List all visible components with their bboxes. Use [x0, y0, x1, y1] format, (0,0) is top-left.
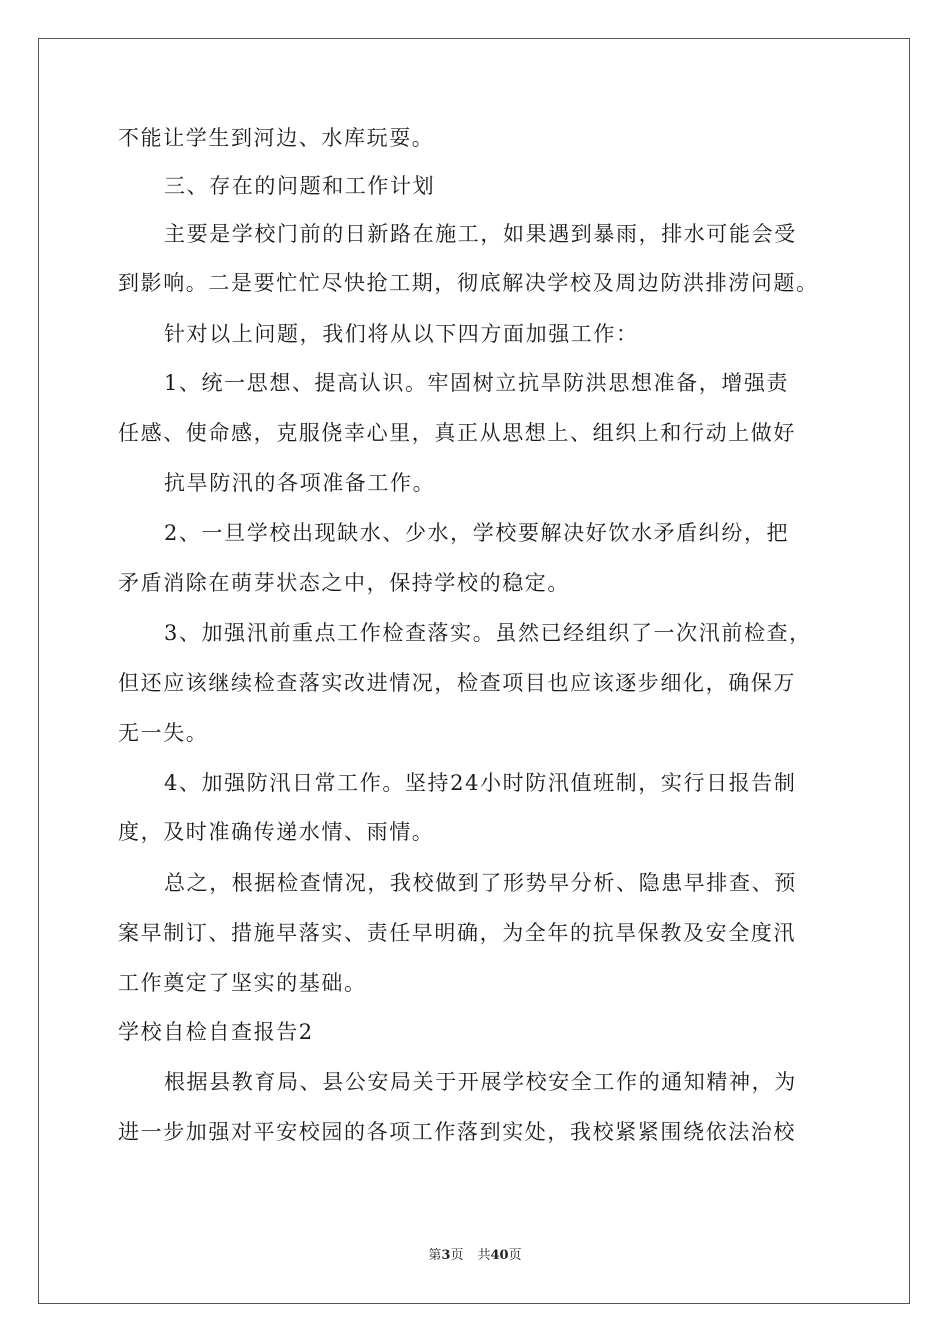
- text-line: 工作奠定了坚实的基础。: [118, 971, 367, 995]
- list-item: 4、加强防汛日常工作。坚持24小时防汛值班制，实行日报告制: [164, 771, 797, 795]
- text-line: 任感、使命感，克服侥幸心里，真正从思想上、组织上和行动上做好: [118, 421, 796, 445]
- list-item: 2、一旦学校出现缺水、少水，学校要解决好饮水矛盾纠纷，把: [164, 521, 790, 545]
- text-line: 矛盾消除在萌芽状态之中，保持学校的稳定。: [118, 571, 570, 595]
- footer-total-pages: 40: [490, 1248, 509, 1263]
- text-line: 针对以上问题，我们将从以下四方面加强工作：: [164, 322, 639, 346]
- text-line: 但还应该继续检查落实改进情况，检查项目也应该逐步细化，确保万: [118, 671, 796, 695]
- text-line: 无一失。: [118, 721, 209, 745]
- text-line: 根据县教育局、县公安局关于开展学校安全工作的通知精神，为: [164, 1070, 797, 1094]
- section-title: 学校自检自查报告2: [118, 1020, 314, 1044]
- list-item: 1、统一思想、提高认识。牢固树立抗旱防洪思想准备，增强责: [164, 371, 790, 395]
- footer-total-suffix: 页: [508, 1248, 522, 1263]
- text-line: 主要是学校门前的日新路在施工，如果遇到暴雨，排水可能会受: [164, 222, 797, 246]
- text-line: 总之，根据检查情况，我校做到了形势早分析、隐患早排查、预: [164, 871, 797, 895]
- page-footer: [0, 1247, 950, 1265]
- text-line: 到影响。二是要忙忙尽快抢工期，彻底解决学校及周边防洪排涝问题。: [118, 271, 819, 295]
- footer-page-prefix: 第: [428, 1248, 442, 1263]
- list-item: 3、加强汛前重点工作检查落实。虽然已经组织了一次汛前检查，: [164, 621, 812, 645]
- footer-current-page: 3: [441, 1248, 451, 1263]
- text-line: 度，及时准确传递水情、雨情。: [118, 820, 435, 844]
- text-line: 进一步加强对平安校园的各项工作落到实处，我校紧紧围绕依法治校: [118, 1120, 796, 1144]
- footer-page-suffix: 页: [450, 1248, 464, 1263]
- section-heading: 三、存在的问题和工作计划: [164, 174, 436, 198]
- text-line: 案早制订、措施早落实、责任早明确，为全年的抗旱保教及安全度汛: [118, 921, 796, 945]
- text-line: 不能让学生到河边、水库玩耍。: [118, 126, 435, 150]
- footer-total-prefix: 共: [477, 1248, 491, 1263]
- text-line: 抗旱防汛的各项准备工作。: [164, 471, 436, 495]
